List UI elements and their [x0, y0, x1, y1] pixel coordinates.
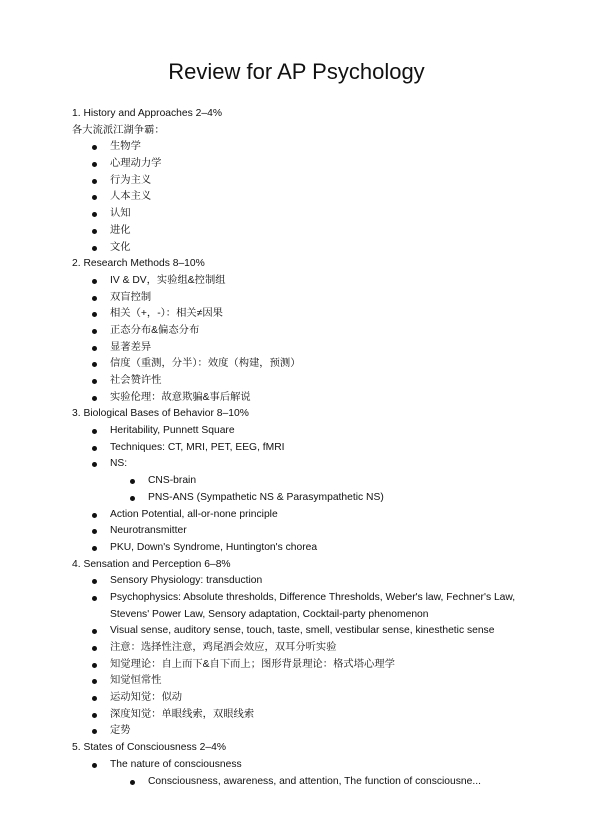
bullet-item	[72, 240, 532, 257]
bullet-dot-icon	[92, 513, 97, 518]
line-text: PKU, Down's Syndrome, Huntington's chorea	[110, 541, 318, 553]
line-text: 社会赞许性	[110, 375, 162, 386]
bullet-dot-icon	[130, 780, 135, 785]
line-text: 各大流派江湖争霸：	[72, 124, 165, 136]
line-text: 双盲控制	[110, 291, 152, 303]
bullet-dot-icon	[92, 179, 97, 184]
line-text: The nature of consciousness	[110, 758, 242, 770]
bullet-dot-icon	[92, 145, 97, 150]
line-text: 生物学	[110, 141, 141, 153]
line-text: 显著差异	[110, 341, 152, 353]
bullet-dot-icon	[92, 329, 97, 334]
line-text: 定势	[110, 725, 131, 737]
bullet-item	[72, 723, 532, 740]
bullet-item	[72, 306, 532, 323]
bullet-item	[72, 623, 532, 640]
bullet-item	[72, 206, 532, 223]
bullet-item	[72, 573, 532, 590]
bullet-dot-icon	[92, 279, 97, 284]
bullet-dot-icon	[92, 396, 97, 401]
bullet-dot-icon	[92, 429, 97, 434]
sub-bullet-item	[72, 473, 532, 490]
line-text: CNS-brain	[148, 475, 197, 487]
bullet-item	[72, 590, 532, 607]
line-text: Sensory Physiology: transduction	[110, 575, 263, 587]
bullet-item	[72, 507, 532, 524]
section-heading	[72, 106, 532, 123]
bullet-item	[72, 156, 532, 173]
line-text: 相关（+，-）：相关≠因果	[110, 308, 223, 320]
bullet-dot-icon	[92, 696, 97, 701]
bullet-dot-icon	[92, 362, 97, 367]
bullet-dot-icon	[92, 529, 97, 534]
bullet-item	[72, 757, 532, 774]
bullet-dot-icon	[92, 296, 97, 301]
line-text: IV & DV，实验组&控制组	[110, 274, 226, 286]
line-text: Psychophysics: Absolute thresholds, Difference Thresholds, Weber's law, Fechner's Law,	[110, 591, 516, 603]
line-text: NS:	[110, 458, 128, 470]
line-text: Visual sense, auditory sense, touch, taste, smell, vestibular sense, kinesthetic sense	[110, 625, 495, 637]
bullet-item	[72, 356, 532, 373]
line-text: Consciousness, awareness, and attention, The function of consciousne...	[148, 775, 481, 787]
line-text: Neurotransmitter	[110, 525, 187, 537]
bullet-item	[72, 189, 532, 206]
bullet-item	[72, 523, 532, 540]
bullet-dot-icon	[92, 596, 97, 601]
line-text: 信度（重测，分半）：效度（构建，预测）	[110, 358, 301, 370]
bullet-dot-icon	[92, 629, 97, 634]
bullet-dot-icon	[92, 546, 97, 551]
sub-bullet-item	[72, 774, 532, 791]
bullet-dot-icon	[92, 646, 97, 651]
bullet-dot-icon	[92, 763, 97, 768]
bullet-dot-icon	[92, 195, 97, 200]
bullet-dot-icon	[92, 229, 97, 234]
line-text: 心理动力学	[110, 158, 162, 170]
document-body	[72, 106, 532, 790]
line-text: 认知	[110, 208, 131, 220]
line-text: Stevens' Power Law, Sensory adaptation, Cocktail-party phenomenon	[110, 608, 429, 620]
line-text: 人本主义	[110, 191, 152, 203]
bullet-dot-icon	[92, 446, 97, 451]
line-text: Heritability, Punnett Square	[110, 425, 235, 437]
line-text: 运动知觉：似动	[110, 692, 183, 704]
bullet-dot-icon	[92, 346, 97, 351]
bullet-item	[72, 273, 532, 290]
bullet-item	[72, 690, 532, 707]
bullet-item	[72, 139, 532, 156]
bullet-item	[72, 423, 532, 440]
line-text: PNS-ANS (Sympathetic NS & Parasympathetic NS)	[148, 491, 384, 503]
bullet-item	[72, 173, 532, 190]
bullet-dot-icon	[92, 312, 97, 317]
bullet-item	[72, 290, 532, 307]
bullet-item	[72, 673, 532, 690]
line-text: 实验伦理：故意欺骗&事后解说	[110, 391, 251, 403]
bullet-item	[72, 373, 532, 390]
section-heading	[72, 557, 532, 574]
line-text: 注意：选择性注意，鸡尾酒会效应，双耳分听实验	[110, 642, 337, 653]
bullet-item	[72, 440, 532, 457]
page-title: Review for AP Psychology	[168, 59, 425, 84]
line-text: 知觉理论：自上而下&自下而上；图形背景理论：格式塔心理学	[110, 658, 395, 670]
section-heading	[72, 740, 532, 757]
bullet-dot-icon	[92, 663, 97, 668]
line-text: 深度知觉：单眼线索，双眼线索	[110, 708, 255, 720]
line-text: 1. History and Approaches 2–4%	[72, 108, 222, 119]
bullet-dot-icon	[92, 579, 97, 584]
bullet-dot-icon	[130, 479, 135, 484]
bullet-item	[72, 390, 532, 407]
line-text: 进化	[110, 224, 131, 236]
line-text: 文化	[110, 241, 131, 253]
bullet-dot-icon	[92, 212, 97, 217]
line-text: Action Potential, all-or-none principle	[110, 508, 278, 520]
bullet-item-continuation	[72, 607, 532, 624]
bullet-dot-icon	[92, 679, 97, 684]
bullet-item	[72, 223, 532, 240]
line-text: 知觉恒常性	[110, 675, 162, 687]
bullet-dot-icon	[92, 246, 97, 251]
section-heading	[72, 406, 532, 423]
bullet-dot-icon	[92, 162, 97, 167]
bullet-dot-icon	[92, 462, 97, 467]
section-heading	[72, 256, 532, 273]
line-text: 3. Biological Bases of Behavior 8–10%	[72, 408, 249, 420]
bullet-item	[72, 340, 532, 357]
line-text: 行为主义	[110, 174, 152, 186]
bullet-dot-icon	[92, 713, 97, 718]
line-text: Techniques: CT, MRI, PET, EEG, fMRI	[110, 441, 285, 453]
bullet-item	[72, 456, 532, 473]
bullet-dot-icon	[92, 379, 97, 384]
bullet-item	[72, 707, 532, 724]
bullet-item	[72, 540, 532, 557]
bullet-item	[72, 657, 532, 674]
line-text: 正态分布&偏态分布	[110, 324, 200, 336]
bullet-dot-icon	[92, 729, 97, 734]
section-note	[72, 123, 532, 140]
bullet-item	[72, 323, 532, 340]
line-text: 5. States of Consciousness 2–4%	[72, 742, 226, 754]
line-text: 2. Research Methods 8–10%	[72, 258, 205, 270]
sub-bullet-item	[72, 490, 532, 507]
bullet-dot-icon	[130, 496, 135, 501]
line-text: 4. Sensation and Perception 6–8%	[72, 558, 231, 570]
bullet-item	[72, 640, 532, 657]
